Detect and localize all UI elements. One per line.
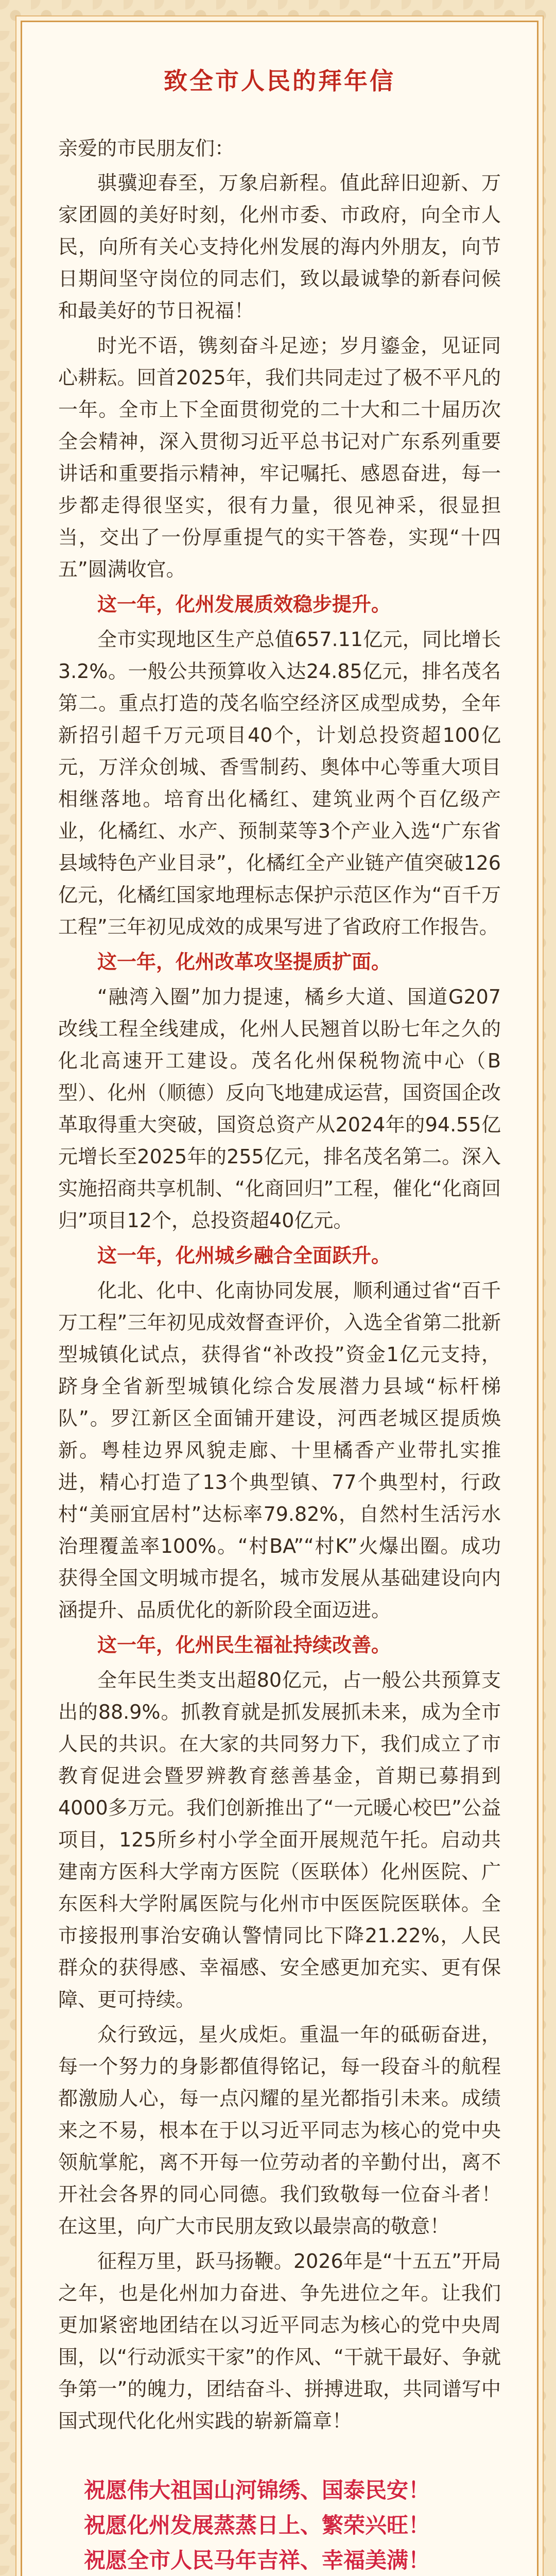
section-body-livelihood: 全年民生类支出超80亿元，占一般公共预算支出的88.9%。抓教育就是抓发展抓未来，成为全市人民的共识。在大家的共同努力下，我们成立了市教育促进会暨罗辨教育慈善基金，首期已募捐到4000多万元。我们创新推出了“一元暖心校巴”公益项目，125所乡村小学全面开展规范午托。启动共建南方医科大学南方医院（医联体）化州医院、广东医科大学附属医院与化州市中医医院医联体。全市接报刑事治安确认警情同比下降21.22%，人民群众的获得感、幸福感、安全感更加充实、更有保障、更可持续。 xyxy=(58,1669,501,2011)
salutation: 亲爱的市民朋友们： xyxy=(58,137,235,160)
blessings xyxy=(58,2473,501,2576)
blessing-line: 祝愿全市人民马年吉祥、幸福美满！ xyxy=(84,2548,430,2573)
letter-card xyxy=(21,21,538,2576)
blessing-line: 祝愿化州发展蒸蒸日上、繁荣兴旺！ xyxy=(84,2513,430,2538)
blessing-line: 祝愿伟大祖国山河锦绣、国泰民安！ xyxy=(84,2478,430,2503)
paragraph-gratitude: 众行致远，星火成炬。重温一年的砥砺奋进，每一个努力的身影都值得铭记，每一段奋斗的航程都激励人心，每一点闪耀的星光都指引未来。成绩来之不易，根本在于以习近平同志为核心的党中央领航掌舵，离不开每一位劳动者的辛勤付出，离不开社会各界的同心同德。我们致敬每一位奋斗者！在这里，向广大市民朋友致以最崇高的敬意！ xyxy=(58,2023,501,2238)
section-body-urban-rural: 化北、化中、化南协同发展，顺利通过省“百千万工程”三年初见成效督查评价，入选全省第二批新型城镇化试点，获得省“补改投”资金1亿元支持，跻身全省新型城镇化综合发展潜力县域“标杆梯队”。罗江新区全面铺开建设，河西老城区提质焕新。粤桂边界风貌走廊、十里橘香产业带扎实推进，精心打造了13个典型镇、77个典型村，行政村“美丽宜居村”达标率79.82%，自然村生活污水治理覆盖率100%。“村BA”“村K”火爆出圈。成功获得全国文明城市提名，城市发展从基础建设向内涵提升、品质优化的新阶段全面迈进。 xyxy=(58,1279,501,1621)
section-heading-reform: 这一年，化州改革攻坚提质扩面。 xyxy=(97,951,391,973)
paragraph-outlook: 征程万里，跃马扬鞭。2026年是“十五五”开局之年，也是化州加力奋进、争先进位之年。让我们更加紧密地团结在以习近平同志为核心的党中央周围，以“行动派实干家”的作风、“干就干最好、争就争第一”的魄力，团结奋斗、拼搏进取，共同谱写中国式现代化化州实践的崭新篇章！ xyxy=(58,2250,501,2432)
section-body-development: 全市实现地区生产总值657.11亿元，同比增长3.2%。一般公共预算收入达24.85亿元，排名茂名第二。重点打造的茂名临空经济区成型成势，全年新招引超千万元项目40个，计划总投资超100亿元，万洋众创城、香雪制药、奥体中心等重大项目相继落地。培育出化橘红、建筑业两个百亿级产业，化橘红、水产、预制菜等3个产业入选“广东省县域特色产业目录”，化橘红全产业链产值突破126亿元，化橘红国家地理标志保护示范区作为“百千万工程”三年初见成效的成果写进了省政府工作报告。 xyxy=(58,628,501,938)
paragraph-review: 时光不语，镌刻奋斗足迹；岁月鎏金，见证同心耕耘。回首2025年，我们共同走过了极不平凡的一年。全市上下全面贯彻党的二十大和二十届历次全会精神，深入贯彻习近平总书记对广东系列重要讲话和重要指示精神，牢记嘱托、感恩奋进，每一步都走得很坚实，很有力量，很见神采，很显担当，交出了一份厚重提气的实干答卷，实现“十四五”圆满收官。 xyxy=(58,334,501,581)
section-heading-urban-rural: 这一年，化州城乡融合全面跃升。 xyxy=(97,1244,391,1267)
section-heading-development: 这一年，化州发展质效稳步提升。 xyxy=(97,593,391,616)
letter-title: 致全市人民的拜年信 xyxy=(164,67,395,95)
paragraph-intro: 骐骥迎春至，万象启新程。值此辞旧迎新、万家团圆的美好时刻，化州市委、市政府，向全市人民，向所有关心支持化州发展的海内外朋友，向节日期间坚守岗位的同志们，致以最诚挚的新春问候和最美好的节日祝福！ xyxy=(58,172,501,322)
section-heading-livelihood: 这一年，化州民生福祉持续改善。 xyxy=(97,1634,391,1656)
letter-content xyxy=(22,22,537,2576)
section-body-reform: “融湾入圈”加力提速，橘乡大道、国道G207改线工程全线建成，化州人民翘首以盼七年之久的化北高速开工建设。茂名化州保税物流中心（B型）、化州（顺德）反向飞地建成运营，国资国企改革取得重大突破，国资总资产从2024年的94.55亿元增长至2025年的255亿元，排名茂名第二。深入实施招商共享机制、“化商回归”工程，催化“化商回归”项目12个，总投资超40亿元。 xyxy=(58,986,501,1232)
